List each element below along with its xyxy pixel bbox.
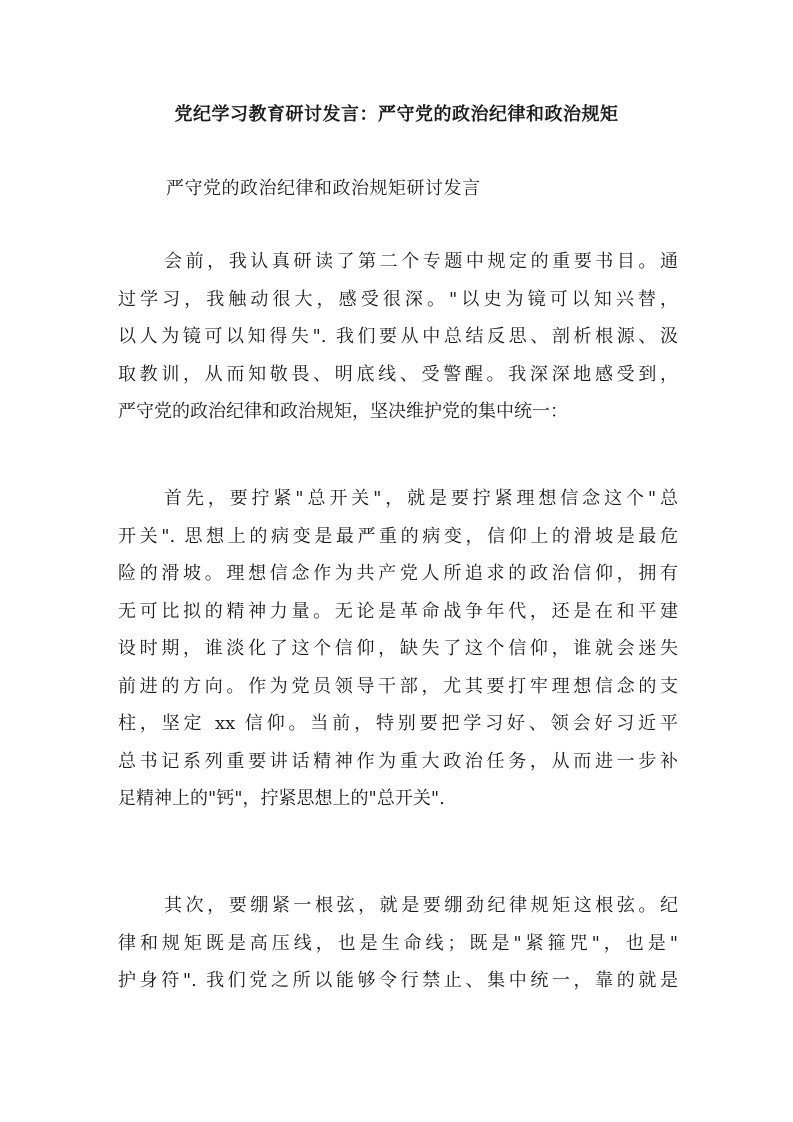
paragraph-3 <box>118 887 678 1000</box>
paragraph-line: 前进的方向。作为党员领导干部，尤其要打牢理想信念的支 <box>118 675 678 697</box>
paragraph-line: 总书记系列重要讲话精神作为重大政治任务，从而进一步补 <box>118 750 678 772</box>
paragraph-line: 开关". 思想上的病变是最严重的病变，信仰上的滑坡是最危 <box>118 525 678 547</box>
paragraph-1 <box>118 243 678 431</box>
paragraph-line: 以人为镜可以知得失". 我们要从中总结反思、剖析根源、汲 <box>118 326 678 347</box>
paragraph-line: 律和规矩既是高压线，也是生命线；既是"紧箍咒"，也是" <box>118 932 678 954</box>
paragraph-line: 护身符". 我们党之所以能够令行禁止、集中统一，靠的就是 <box>118 970 678 991</box>
paragraph-line: 险的滑坡。理想信念作为共产党人所追求的政治信仰，拥有 <box>118 563 678 584</box>
paragraph-line: 会前，我认真研读了第二个专题中规定的重要书目。通 <box>164 251 678 272</box>
paragraph-line: 无可比拟的精神力量。无论是革命战争年代，还是在和平建 <box>118 600 678 622</box>
paragraph-line: 首先，要拧紧"总开关"，就是要拧紧理想信念这个"总 <box>164 488 678 509</box>
paragraph-line: 设时期，谁淡化了这个信仰，缺失了这个信仰，谁就会迷失 <box>118 638 678 659</box>
paragraph-line: 严守党的政治纪律和政治规矩，坚决维护党的集中统一： <box>118 401 568 422</box>
document-title: 党纪学习教育研讨发言：严守党的政治纪律和政治规矩 <box>174 104 619 125</box>
paragraph-line: 取教训，从而知敬畏、明底线、受警醒。我深深地感受到， <box>118 363 678 385</box>
paragraph-2 <box>118 480 678 818</box>
paragraph-line: 过学习，我触动很大，感受很深。"以史为镜可以知兴替， <box>118 288 678 310</box>
paragraph-line: 其次，要绷紧一根弦，就是要绷劲纪律规矩这根弦。纪 <box>164 895 678 916</box>
paragraph-line: 柱，坚定 xx 信仰。当前，特别要把学习好、领会好习近平 <box>118 713 678 734</box>
document-subtitle: 严守党的政治纪律和政治规矩研讨发言 <box>166 178 481 199</box>
paragraph-line: 足精神上的"钙"，拧紧思想上的"总开关". <box>118 788 445 809</box>
